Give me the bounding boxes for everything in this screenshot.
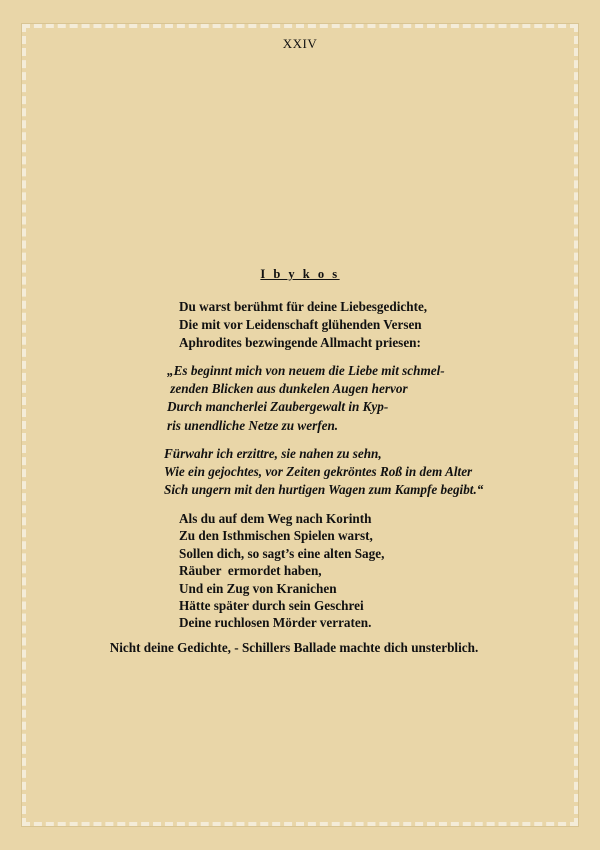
verse-line: Zu den Isthmischen Spielen warst, — [179, 528, 373, 544]
verse-line: Aphrodites bezwingende Allmacht priesen: — [179, 335, 421, 351]
verse-line: Sich ungern mit den hurtigen Wagen zum Kampfe begibt.“ — [164, 482, 484, 498]
verse-line: Räuber ermordet haben, — [179, 563, 322, 579]
stanza-4 — [179, 510, 384, 632]
verse-line: Deine ruchlosen Mörder verraten. — [179, 615, 372, 631]
closing-line: Nicht deine Gedichte, - Schillers Ballade machte dich unsterblich. — [109, 640, 479, 655]
stanza-3-quote — [164, 445, 483, 500]
verse-line: Hätte später durch sein Geschrei — [179, 598, 364, 614]
verse-line: Und ein Zug von Kranichen — [179, 580, 337, 596]
verse-line: Fürwahr ich erzittre, sie nahen zu sehn, — [164, 446, 382, 461]
verse-line: Als du auf dem Weg nach Korinth — [179, 511, 372, 526]
verse-line: Du warst berühmt für deine Liebesgedichte, — [179, 299, 428, 314]
page-number: XXIV — [282, 36, 318, 51]
stanza-1 — [179, 298, 427, 353]
verse-line: „Es beginnt mich von neuem die Liebe mit schmel- — [167, 363, 445, 378]
verse-line: Durch mancherlei Zaubergewalt in Kyp- — [167, 399, 389, 415]
verse-line: Die mit vor Leidenschaft glühenden Versen — [179, 317, 422, 333]
poem-title: I b y k o s — [260, 267, 340, 281]
verse-line: zenden Blicken aus dunkelen Augen hervor — [167, 381, 408, 397]
verse-line: Sollen dich, so sagt’s eine alten Sage, — [179, 545, 385, 561]
stanza-2-quote — [167, 362, 445, 435]
verse-line: ris unendliche Netze zu werfen. — [167, 417, 339, 433]
verse-line: Wie ein gejochtes, vor Zeiten gekröntes Roß in dem Alter — [164, 464, 473, 480]
